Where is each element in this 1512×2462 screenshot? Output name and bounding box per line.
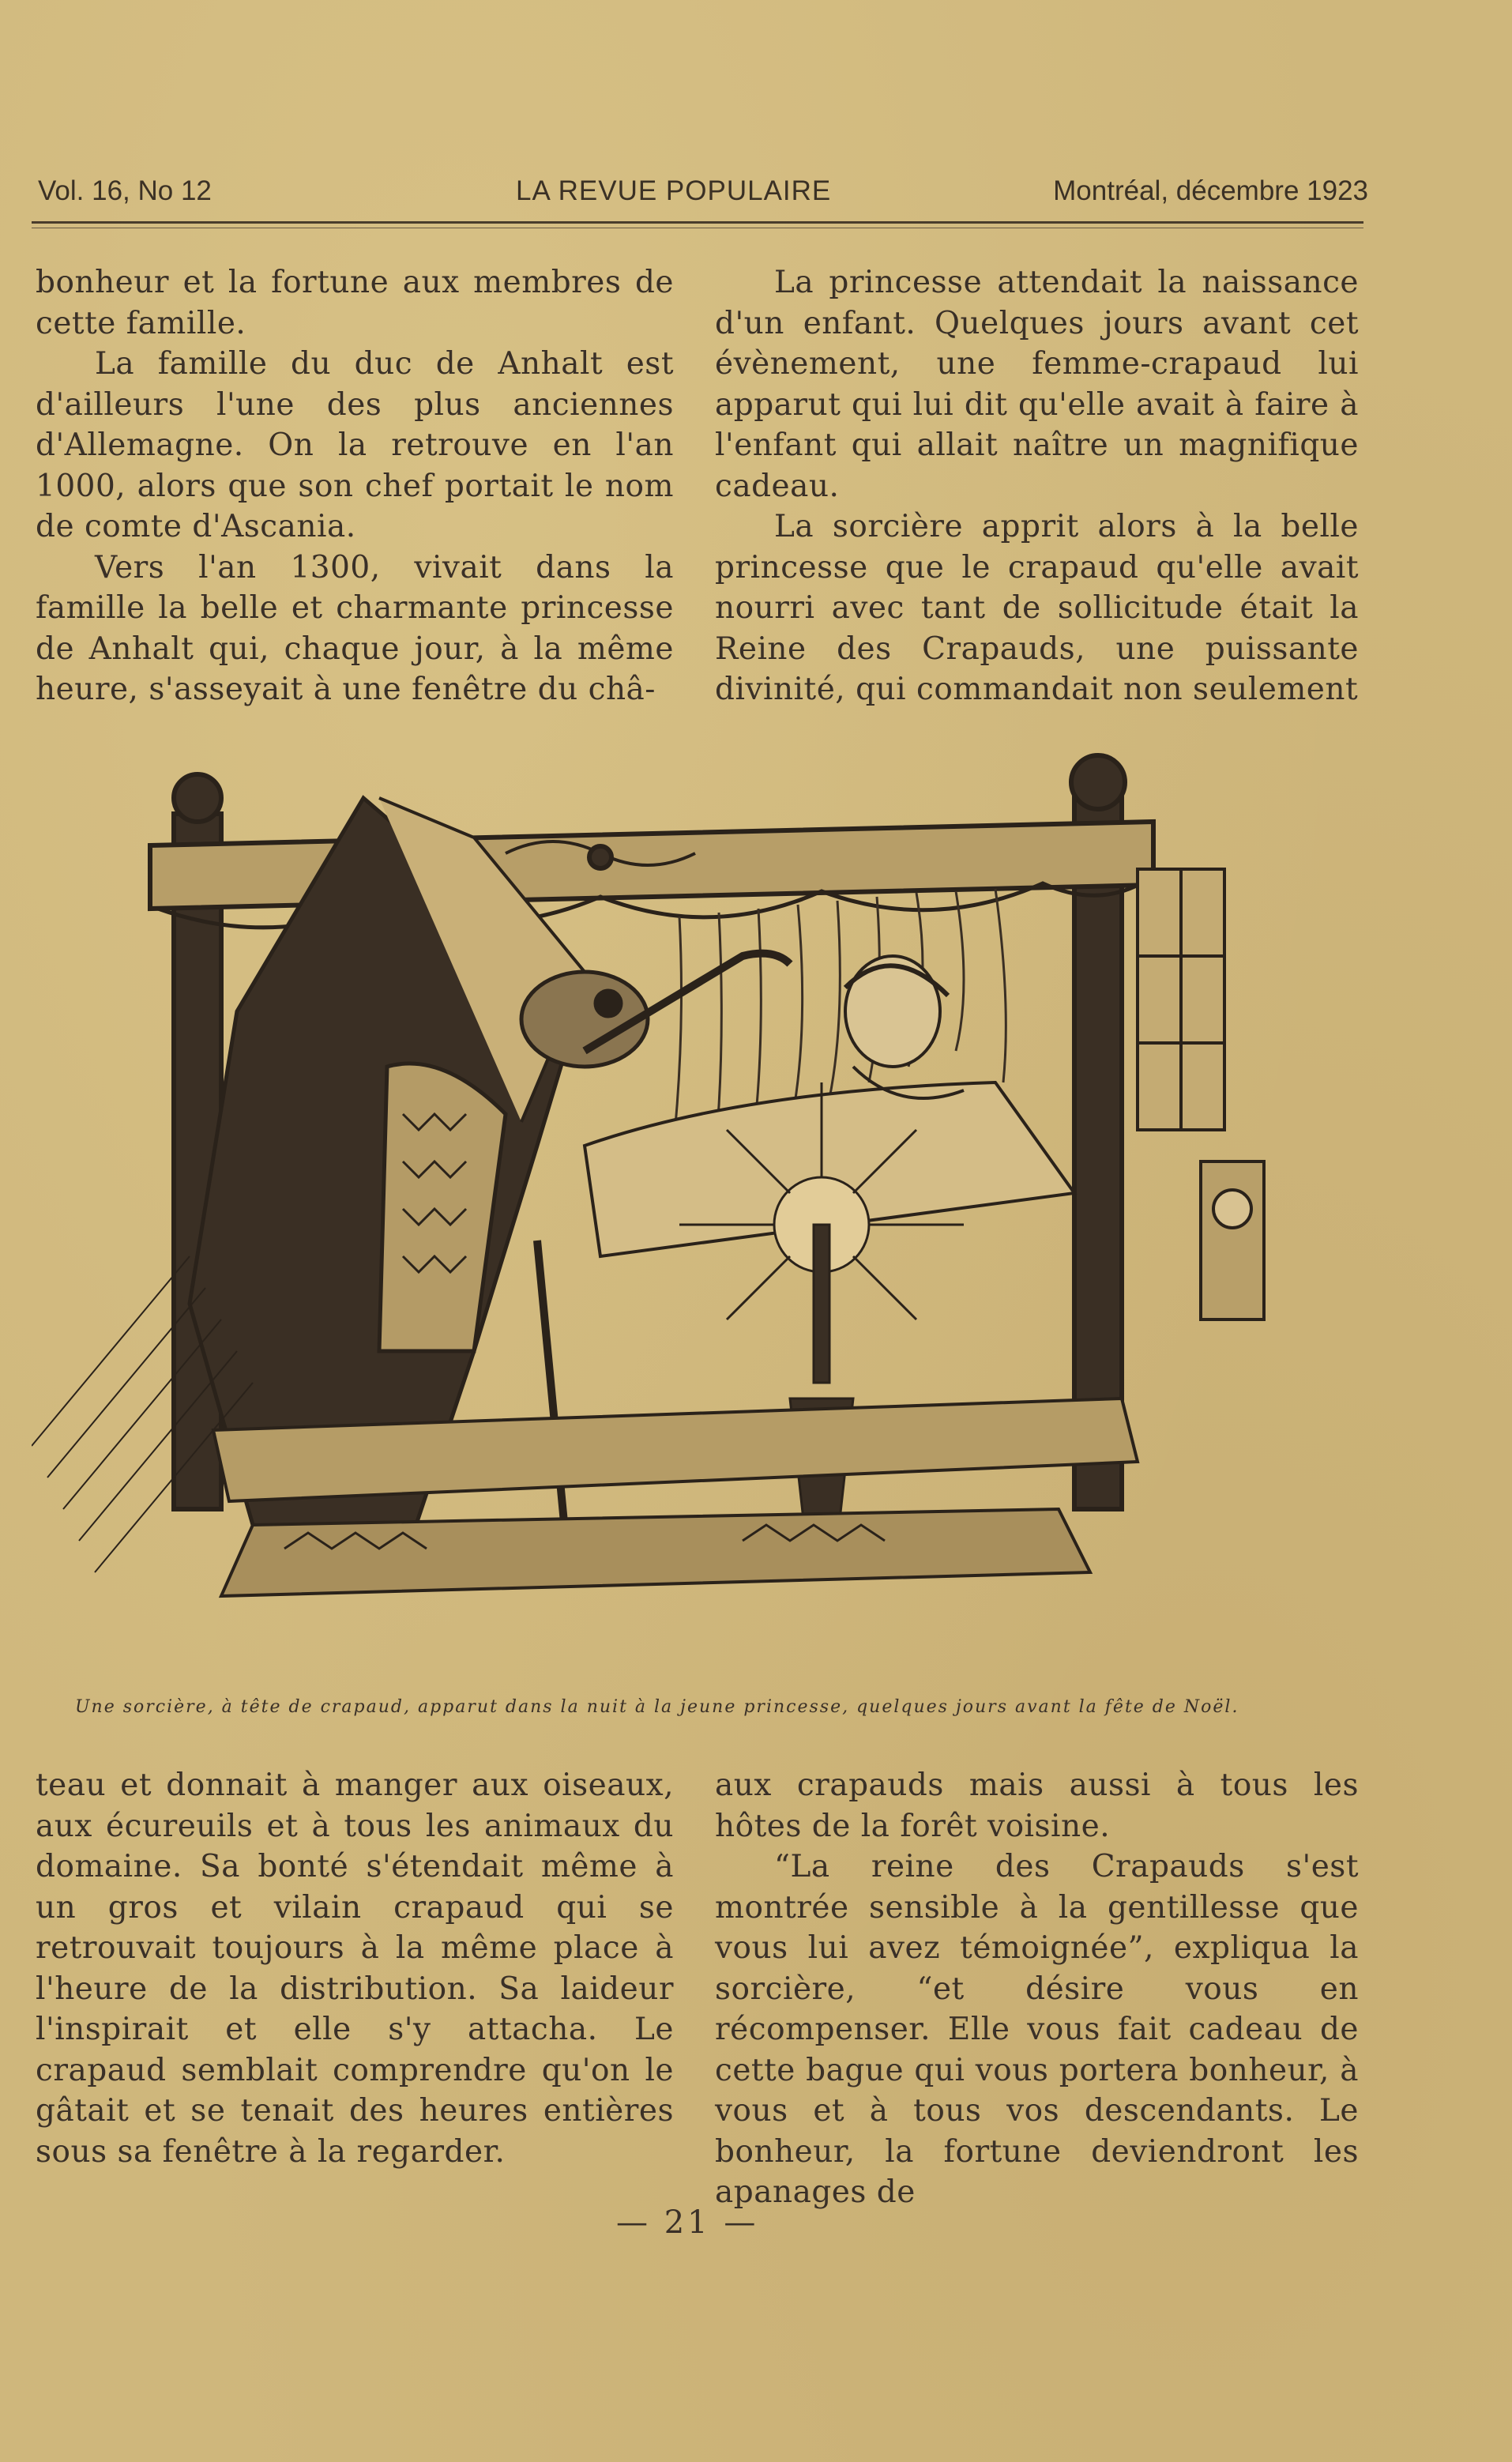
paragraph: aux crapauds mais aussi à tous les hôtes de la forêt voisine.	[715, 1767, 1359, 1844]
column-top-left	[36, 262, 674, 710]
illustration-witch-bedside	[32, 751, 1359, 1675]
paragraph: teau et donnait à manger aux oiseaux, aux écureuils et à tous les animaux du domaine. Sa bonté s'étendait même à un gros et vilain crapaud qui se retrouvait toujours à la même place à l'heure de la distribution. Sa laideur l'inspirait et elle s'y attacha. Le crapaud semblait comprendre qu'on le gâtait et se tenait des heures entières sous sa fenêtre à la regarder.	[36, 1767, 674, 2170]
page-header	[38, 175, 1368, 215]
paragraph: bonheur et la fortune aux membres de cette famille.	[36, 265, 674, 341]
paragraph: La princesse attendait la naissance d'un enfant. Quelques jours avant cet évènement, une femme-crapaud lui apparut qui lui dit qu'elle avait à faire à l'enfant qui allait naître un magnifique cadeau.	[715, 265, 1359, 504]
column-bottom-right	[715, 1765, 1359, 2213]
column-top-right	[715, 262, 1359, 710]
column-bottom-left	[36, 1765, 674, 2172]
paragraph: La sorcière apprit alors à la belle princesse que le crapaud qu'elle avait nourri avec tant de sollicitude était la Reine des Crapauds, une puissante divinité, qui commandait non seulement	[715, 509, 1359, 707]
place-date: Montréal, décembre 1923	[1053, 175, 1368, 206]
volume-number: Vol. 16, No 12	[38, 175, 212, 206]
illustration-caption: Une sorcière, à tête de crapaud, apparut dans la nuit à la jeune princesse, quelques jours avant la fête de Noël.	[75, 1697, 1239, 1717]
paragraph: Vers l'an 1300, vivait dans la famille la belle et charmante princesse de Anhalt qui, chaque jour, à la même heure, s'asseyait à une fenêtre du châ-	[36, 549, 674, 707]
paragraph: La famille du duc de Anhalt est d'ailleurs l'une des plus anciennes d'Allemagne. On la retrouve en l'an 1000, alors que son chef portait le nom de comte d'Ascania.	[36, 346, 674, 544]
paragraph: “La reine des Crapauds s'est montrée sensible à la gentillesse que vous lui avez témoignée”, expliqua la sorcière, “et désire vous en récompenser. Elle vous fait cadeau de cette bague qui vous portera bonheur, à vous et à tous vos descendants. Le bonheur, la fortune deviendront les apanages de	[715, 1849, 1359, 2210]
magazine-title: LA REVUE POPULAIRE	[516, 175, 832, 206]
header-rule	[32, 221, 1363, 224]
page-number: — 21 —	[616, 2204, 759, 2241]
